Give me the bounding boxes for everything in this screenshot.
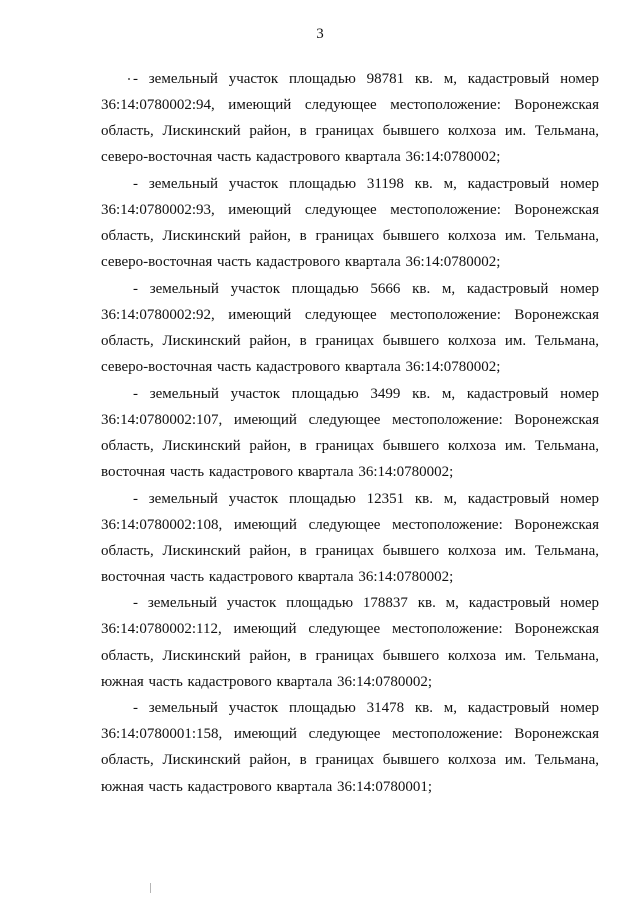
land-plot-item: - земельный участок площадью 178837 кв. м, кадастровый номер 36:14:0780002:112, имеющий следующее местоположение: Воронежская область, Лискинский район, в границах бывшего колхоза им. Тельмана, южная часть кадастрового квартала 36:14:0780002; bbox=[101, 595, 599, 690]
document-body bbox=[101, 66, 599, 800]
page-number: 3 bbox=[316, 26, 324, 42]
land-plot-item: - земельный участок площадью 3499 кв. м, кадастровый номер 36:14:0780002:107, имеющий следующее местоположение: Воронежская область, Лискинский район, в границах бывшего колхоза им. Тельмана, восточная часть кадастрового квартала 36:14:0780002; bbox=[101, 385, 599, 480]
land-plot-item: - земельный участок площадью 5666 кв. м, кадастровый номер 36:14:0780002:92, имеющий следующее местоположение: Воронежская область, Лискинский район, в границах бывшего колхоза им. Тельмана, северо-восточная часть кадастрового квартала 36:14:0780002; bbox=[101, 280, 599, 376]
land-plot-item: - земельный участок площадью 98781 кв. м, кадастровый номер 36:14:0780002:94, имеющий следующее местоположение: Воронежская область, Лискинский район, в границах бывшего колхоза им. Тельмана, северо-восточная часть кадастрового квартала 36:14:0780002; bbox=[101, 71, 599, 166]
scan-mark bbox=[150, 883, 151, 893]
land-plot-item: - земельный участок площадью 12351 кв. м, кадастровый номер 36:14:0780002:108, имеющий следующее местоположение: Воронежская область, Лискинский район, в границах бывшего колхоза им. Тельмана, восточная часть кадастрового квартала 36:14:0780002; bbox=[101, 490, 599, 585]
land-plot-item: - земельный участок площадью 31198 кв. м, кадастровый номер 36:14:0780002:93, имеющий следующее местоположение: Воронежская область, Лискинский район, в границах бывшего колхоза им. Тельмана, северо-восточная часть кадастрового квартала 36:14:0780002; bbox=[101, 175, 599, 271]
land-plot-item: - земельный участок площадью 31478 кв. м, кадастровый номер 36:14:0780001:158, имеющий следующее местоположение: Воронежская область, Лискинский район, в границах бывшего колхоза им. Тельмана, южная часть кадастрового квартала 36:14:0780001; bbox=[101, 700, 599, 795]
